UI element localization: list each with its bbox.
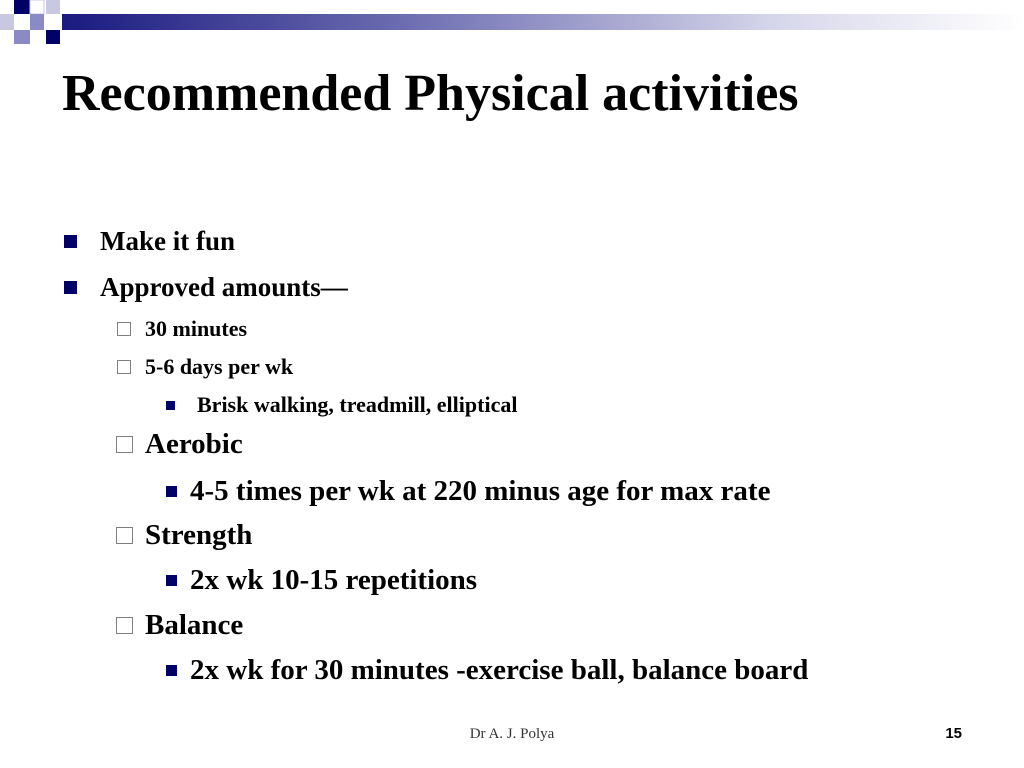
bullet-text: 5-6 days per wk — [145, 354, 294, 379]
hollow-box-bullet-icon — [116, 617, 133, 634]
bullet-text: 4-5 times per wk at 220 minus age for max rate — [190, 475, 771, 507]
hollow-box-bullet-icon — [117, 360, 131, 374]
subbullet-aerobic — [116, 428, 243, 461]
bullet-text: Aerobic — [145, 428, 243, 460]
bullet-text: Strength — [145, 519, 253, 551]
square-bullet-icon — [166, 575, 177, 586]
square-bullet-icon — [166, 401, 175, 410]
subbullet-balance — [116, 609, 243, 642]
slide-footer — [0, 724, 1024, 752]
square-bullet-icon — [166, 486, 177, 497]
subsubbullet-brisk-walking — [166, 392, 517, 418]
subbullet-days-per-wk — [117, 354, 293, 380]
footer-author: Dr A. J. Polya — [469, 726, 555, 742]
subsubbullet-aerobic-detail — [166, 475, 770, 508]
hollow-box-bullet-icon — [116, 436, 133, 453]
square-bullet-icon — [64, 281, 77, 294]
subbullet-strength — [116, 519, 252, 552]
subsubbullet-strength-detail — [166, 564, 477, 597]
bullet-text: Balance — [145, 609, 244, 641]
bullet-text: Make it fun — [100, 226, 235, 256]
bullet-text: 2x wk for 30 minutes -exercise ball, balance board — [190, 654, 809, 686]
bullet-text: 2x wk 10-15 repetitions — [190, 564, 478, 596]
bullet-text: Brisk walking, treadmill, elliptical — [197, 392, 518, 417]
subsubbullet-balance-detail — [166, 654, 808, 687]
hollow-box-bullet-icon — [116, 527, 133, 544]
square-bullet-icon — [166, 665, 177, 676]
square-bullet-icon — [64, 235, 77, 248]
hollow-box-bullet-icon — [117, 322, 131, 336]
slide-title: Recommended Physical activities — [62, 65, 799, 122]
slide-number: 15 — [945, 725, 962, 742]
bullet-approved-amounts — [64, 272, 348, 303]
bullet-text: 30 minutes — [145, 316, 248, 341]
subbullet-30-minutes — [117, 316, 247, 342]
bullet-text: Approved amounts— — [100, 272, 348, 302]
bullet-make-it-fun — [64, 226, 235, 257]
